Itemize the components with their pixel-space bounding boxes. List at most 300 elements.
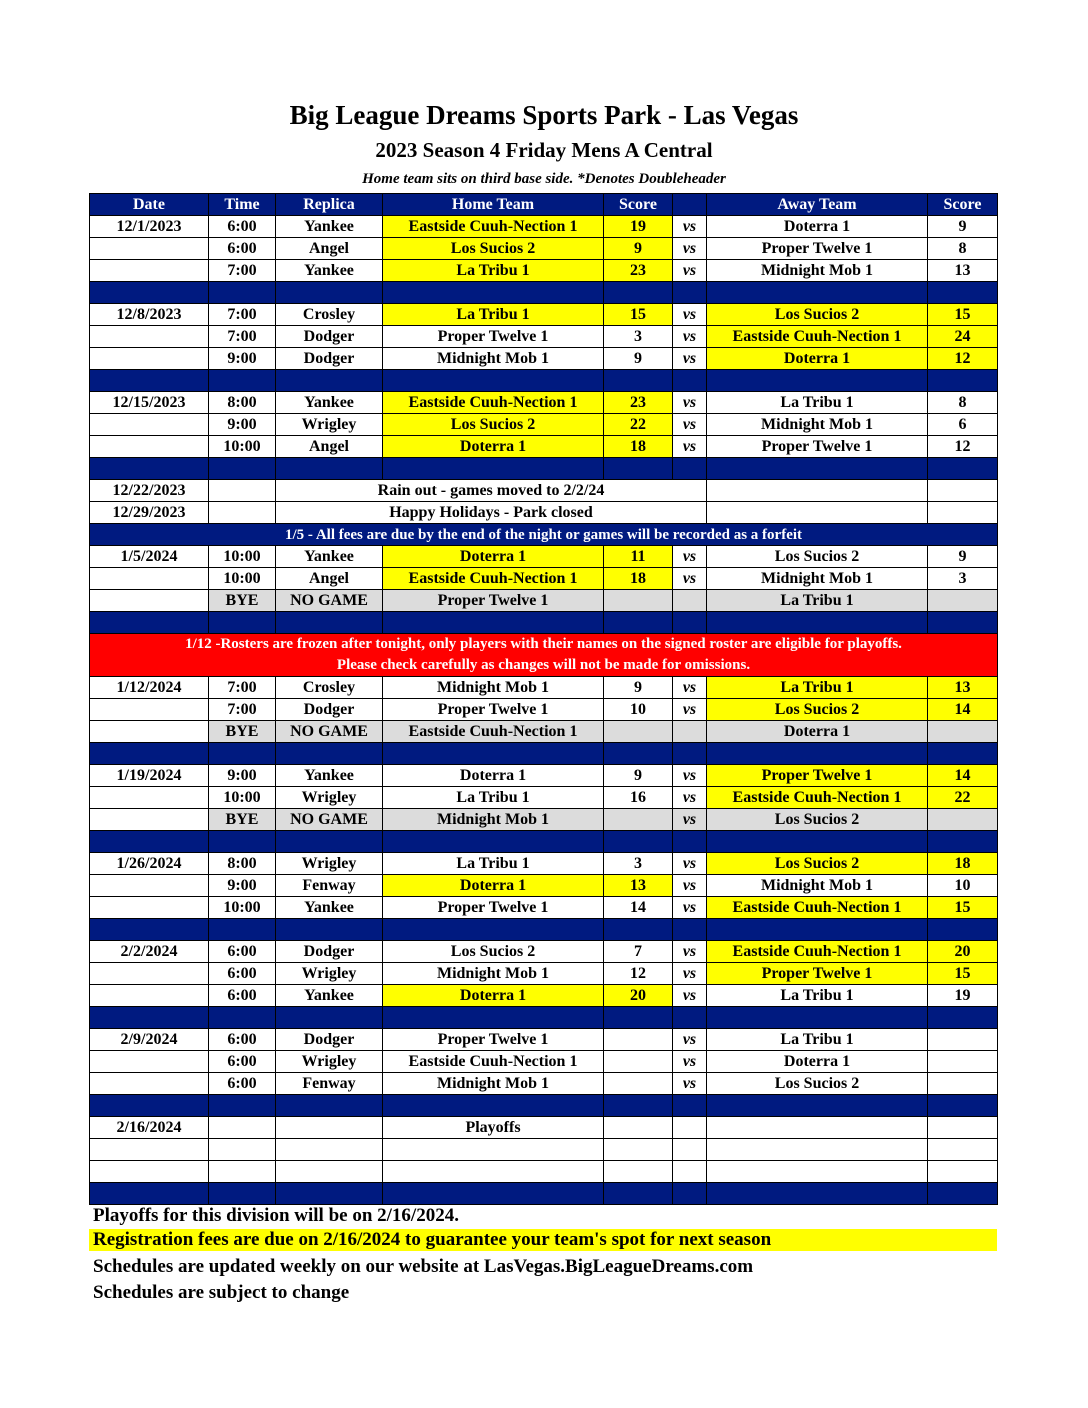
separator-cell	[928, 1007, 998, 1029]
game-time: 6:00	[209, 941, 276, 963]
blank-cell	[928, 1139, 998, 1161]
separator-cell	[928, 743, 998, 765]
separator-cell	[209, 1095, 276, 1117]
game-field: Crosley	[276, 304, 383, 326]
blank-cell	[673, 1161, 707, 1183]
home-score	[604, 1029, 673, 1051]
away-team: Proper Twelve 1	[707, 963, 928, 985]
page-title: Big League Dreams Sports Park - Las Vegas	[289, 100, 799, 130]
separator-cell	[707, 1007, 928, 1029]
schedule-note: Home team sits on third base side. *Denotes Doubleheader	[362, 171, 726, 187]
separator-cell	[383, 370, 604, 392]
playoffs-vs	[673, 1117, 707, 1139]
home-score: 11	[604, 546, 673, 568]
game-time: 7:00	[209, 677, 276, 699]
game-field: Yankee	[276, 260, 383, 282]
separator-cell	[90, 370, 209, 392]
away-team: Doterra 1	[707, 1051, 928, 1073]
separator-cell	[707, 458, 928, 480]
separator-cell	[707, 282, 928, 304]
separator-cell	[209, 919, 276, 941]
home-team: Proper Twelve 1	[383, 326, 604, 348]
separator-cell	[928, 458, 998, 480]
separator-cell	[90, 282, 209, 304]
vs-label: vs	[673, 326, 707, 348]
vs-label: vs	[673, 699, 707, 721]
game-time: 6:00	[209, 238, 276, 260]
game-row	[90, 260, 998, 282]
separator-cell	[604, 743, 673, 765]
header-replica: Replica	[276, 194, 383, 216]
game-row	[90, 963, 998, 985]
game-field: Yankee	[276, 392, 383, 414]
away-score: 24	[928, 326, 998, 348]
home-team: Doterra 1	[383, 765, 604, 787]
game-date	[90, 326, 209, 348]
roster-banner-line-1: 1/12 -Rosters are frozen after tonight, only players with their names on the signed roster are eligible for playoffs.	[185, 636, 902, 652]
footer-change-note: Schedules are subject to change	[93, 1282, 350, 1303]
vs-label: vs	[673, 392, 707, 414]
separator-cell	[707, 1095, 928, 1117]
separator-cell	[383, 458, 604, 480]
game-time: 6:00	[209, 1051, 276, 1073]
home-team: La Tribu 1	[383, 787, 604, 809]
separator-cell	[383, 282, 604, 304]
no-game-label: NO GAME	[276, 590, 383, 612]
game-field: Wrigley	[276, 414, 383, 436]
separator-cell	[209, 1183, 276, 1205]
game-time: 7:00	[209, 304, 276, 326]
away-team: Los Sucios 2	[707, 546, 928, 568]
away-score: 12	[928, 436, 998, 458]
home-score: 3	[604, 326, 673, 348]
game-time: 6:00	[209, 1073, 276, 1095]
away-team: La Tribu 1	[707, 677, 928, 699]
game-date	[90, 875, 209, 897]
game-time: 7:00	[209, 326, 276, 348]
vs-label: vs	[673, 1029, 707, 1051]
home-team: Eastside Cuuh-Nection 1	[383, 568, 604, 590]
home-score: 10	[604, 699, 673, 721]
blank-cell	[673, 1139, 707, 1161]
game-time: 10:00	[209, 787, 276, 809]
game-row	[90, 326, 998, 348]
playoffs-label: Playoffs	[383, 1117, 604, 1139]
vs-label: vs	[673, 985, 707, 1007]
game-row	[90, 238, 998, 260]
roster-banner-row	[90, 634, 998, 677]
game-date	[90, 963, 209, 985]
home-score: 15	[604, 304, 673, 326]
game-field: Fenway	[276, 875, 383, 897]
separator-cell	[90, 458, 209, 480]
header-date: Date	[90, 194, 209, 216]
home-team: Midnight Mob 1	[383, 963, 604, 985]
schedule-table	[89, 193, 998, 1205]
game-date	[90, 414, 209, 436]
away-team: Los Sucios 2	[707, 1073, 928, 1095]
away-team: La Tribu 1	[707, 1029, 928, 1051]
bye-home-team: Proper Twelve 1	[383, 590, 604, 612]
away-team: Doterra 1	[707, 348, 928, 370]
game-field: Wrigley	[276, 963, 383, 985]
game-field: Dodger	[276, 326, 383, 348]
game-date: 1/19/2024	[90, 765, 209, 787]
notice-date: 12/22/2023	[90, 480, 209, 502]
away-score: 12	[928, 348, 998, 370]
bye-away-team: Los Sucios 2	[707, 809, 928, 831]
home-score: 7	[604, 941, 673, 963]
game-field: Yankee	[276, 897, 383, 919]
home-team: Eastside Cuuh-Nection 1	[383, 1051, 604, 1073]
playoffs-hs	[604, 1117, 673, 1139]
game-date: 1/5/2024	[90, 546, 209, 568]
notice-row	[90, 502, 998, 524]
game-field: Yankee	[276, 765, 383, 787]
bye-date	[90, 809, 209, 831]
notice-time	[209, 480, 276, 502]
blank-cell	[276, 1139, 383, 1161]
separator-cell	[673, 919, 707, 941]
separator-cell	[707, 612, 928, 634]
page-subtitle: 2023 Season 4 Friday Mens A Central	[375, 138, 713, 162]
home-team: Midnight Mob 1	[383, 348, 604, 370]
separator-cell	[276, 1183, 383, 1205]
separator-cell	[209, 831, 276, 853]
bye-date	[90, 721, 209, 743]
away-score: 20	[928, 941, 998, 963]
away-team: Midnight Mob 1	[707, 260, 928, 282]
blank-cell	[604, 1139, 673, 1161]
bye-away-score	[928, 590, 998, 612]
game-field: Wrigley	[276, 1051, 383, 1073]
game-field: Angel	[276, 568, 383, 590]
blank-cell	[209, 1139, 276, 1161]
separator-cell	[928, 1095, 998, 1117]
game-field: Crosley	[276, 677, 383, 699]
home-score	[604, 1073, 673, 1095]
separator-cell	[209, 370, 276, 392]
notice-score	[928, 502, 998, 524]
game-time: 8:00	[209, 853, 276, 875]
away-score	[928, 1051, 998, 1073]
separator-cell	[707, 1183, 928, 1205]
home-team: Proper Twelve 1	[383, 897, 604, 919]
separator-cell	[673, 1095, 707, 1117]
game-row	[90, 677, 998, 699]
game-date	[90, 436, 209, 458]
vs-label: vs	[673, 787, 707, 809]
away-score: 22	[928, 787, 998, 809]
separator-cell	[604, 282, 673, 304]
home-team: Eastside Cuuh-Nection 1	[383, 392, 604, 414]
game-date	[90, 699, 209, 721]
game-row	[90, 392, 998, 414]
game-row	[90, 216, 998, 238]
blank-row	[90, 1139, 998, 1161]
away-team: Proper Twelve 1	[707, 436, 928, 458]
game-row	[90, 546, 998, 568]
game-row	[90, 568, 998, 590]
separator-cell	[928, 831, 998, 853]
separator-cell	[276, 1007, 383, 1029]
separator-cell	[383, 1007, 604, 1029]
bye-home-score	[604, 809, 673, 831]
footer-playoffs-note: Playoffs for this division will be on 2/16/2024.	[93, 1205, 459, 1226]
separator-cell	[673, 612, 707, 634]
game-row	[90, 875, 998, 897]
away-score: 13	[928, 260, 998, 282]
away-team: Eastside Cuuh-Nection 1	[707, 326, 928, 348]
game-time: 6:00	[209, 216, 276, 238]
game-row	[90, 304, 998, 326]
home-score	[604, 1051, 673, 1073]
separator-cell	[90, 1007, 209, 1029]
game-row	[90, 1073, 998, 1095]
separator-cell	[707, 831, 928, 853]
bye-label: BYE	[209, 721, 276, 743]
game-time: 6:00	[209, 1029, 276, 1051]
home-team: Los Sucios 2	[383, 941, 604, 963]
away-team: Los Sucios 2	[707, 853, 928, 875]
separator-cell	[673, 831, 707, 853]
game-date: 12/1/2023	[90, 216, 209, 238]
vs-label: vs	[673, 941, 707, 963]
roster-banner	[90, 634, 998, 677]
separator-cell	[604, 831, 673, 853]
separator-cell	[90, 831, 209, 853]
blank-cell	[90, 1161, 209, 1183]
game-date: 12/15/2023	[90, 392, 209, 414]
separator-cell	[604, 612, 673, 634]
home-team: Eastside Cuuh-Nection 1	[383, 216, 604, 238]
bye-vs	[673, 590, 707, 612]
playoffs-time	[209, 1117, 276, 1139]
game-field: Dodger	[276, 1029, 383, 1051]
game-date: 1/26/2024	[90, 853, 209, 875]
separator-cell	[604, 370, 673, 392]
notice-score	[928, 480, 998, 502]
home-team: Doterra 1	[383, 875, 604, 897]
home-score: 20	[604, 985, 673, 1007]
bye-row	[90, 590, 998, 612]
game-row	[90, 787, 998, 809]
game-row	[90, 1051, 998, 1073]
separator-cell	[928, 282, 998, 304]
game-time: 9:00	[209, 765, 276, 787]
playoffs-row	[90, 1117, 998, 1139]
game-date: 2/9/2024	[90, 1029, 209, 1051]
away-score: 8	[928, 392, 998, 414]
game-row	[90, 436, 998, 458]
game-time: 10:00	[209, 568, 276, 590]
game-row	[90, 985, 998, 1007]
separator-cell	[604, 458, 673, 480]
playoffs-field	[276, 1117, 383, 1139]
home-score: 16	[604, 787, 673, 809]
away-team: Midnight Mob 1	[707, 875, 928, 897]
away-team: La Tribu 1	[707, 985, 928, 1007]
game-date	[90, 897, 209, 919]
playoffs-away	[707, 1117, 928, 1139]
away-score: 9	[928, 546, 998, 568]
home-team: Los Sucios 2	[383, 414, 604, 436]
separator-cell	[209, 743, 276, 765]
game-row	[90, 1029, 998, 1051]
home-team: Midnight Mob 1	[383, 1073, 604, 1095]
separator-cell	[604, 1007, 673, 1029]
away-score: 6	[928, 414, 998, 436]
bye-date	[90, 590, 209, 612]
bye-label: BYE	[209, 809, 276, 831]
header-home-score: Score	[604, 194, 673, 216]
away-team: La Tribu 1	[707, 392, 928, 414]
home-score: 3	[604, 853, 673, 875]
vs-label: vs	[673, 260, 707, 282]
home-team: Proper Twelve 1	[383, 699, 604, 721]
separator-cell	[707, 370, 928, 392]
away-score: 15	[928, 963, 998, 985]
vs-label: vs	[673, 963, 707, 985]
away-team: Doterra 1	[707, 216, 928, 238]
week-separator-row	[90, 1095, 998, 1117]
game-date	[90, 1051, 209, 1073]
blank-cell	[209, 1161, 276, 1183]
home-score: 19	[604, 216, 673, 238]
game-field: Yankee	[276, 546, 383, 568]
game-time: 10:00	[209, 897, 276, 919]
game-field: Dodger	[276, 348, 383, 370]
away-score: 14	[928, 765, 998, 787]
away-team: Proper Twelve 1	[707, 765, 928, 787]
vs-label: vs	[673, 677, 707, 699]
vs-label: vs	[673, 238, 707, 260]
vs-label: vs	[673, 765, 707, 787]
game-field: Wrigley	[276, 787, 383, 809]
header-home-team: Home Team	[383, 194, 604, 216]
separator-cell	[707, 919, 928, 941]
vs-label: vs	[673, 1073, 707, 1095]
separator-cell	[383, 612, 604, 634]
game-row	[90, 765, 998, 787]
home-team: Los Sucios 2	[383, 238, 604, 260]
separator-cell	[604, 1095, 673, 1117]
home-team: La Tribu 1	[383, 304, 604, 326]
game-date	[90, 985, 209, 1007]
blank-cell	[383, 1139, 604, 1161]
vs-label: vs	[673, 546, 707, 568]
home-score: 18	[604, 436, 673, 458]
home-score: 9	[604, 765, 673, 787]
away-score: 8	[928, 238, 998, 260]
week-separator-row	[90, 743, 998, 765]
game-row	[90, 699, 998, 721]
separator-cell	[209, 458, 276, 480]
separator-cell	[928, 1183, 998, 1205]
footer-registration-note: Registration fees are due on 2/16/2024 to guarantee your team's spot for next season	[89, 1229, 997, 1251]
home-score: 23	[604, 392, 673, 414]
game-field: Yankee	[276, 216, 383, 238]
roster-banner-line-2: Please check carefully as changes will not be made for omissions.	[336, 657, 751, 673]
away-score	[928, 1029, 998, 1051]
separator-cell	[673, 370, 707, 392]
separator-cell	[276, 282, 383, 304]
game-time: 10:00	[209, 436, 276, 458]
separator-cell	[383, 831, 604, 853]
game-time: 10:00	[209, 546, 276, 568]
bye-home-score	[604, 721, 673, 743]
separator-cell	[673, 743, 707, 765]
separator-cell	[90, 612, 209, 634]
home-score: 23	[604, 260, 673, 282]
home-team: Doterra 1	[383, 436, 604, 458]
vs-label: vs	[673, 853, 707, 875]
notice-row	[90, 480, 998, 502]
blank-cell	[707, 1161, 928, 1183]
week-separator-row	[90, 612, 998, 634]
game-row	[90, 853, 998, 875]
game-time: 6:00	[209, 985, 276, 1007]
notice-date: 12/29/2023	[90, 502, 209, 524]
game-time: 9:00	[209, 414, 276, 436]
home-team: Doterra 1	[383, 546, 604, 568]
week-separator-row	[90, 370, 998, 392]
separator-cell	[383, 1095, 604, 1117]
game-field: Wrigley	[276, 853, 383, 875]
week-separator-row	[90, 1007, 998, 1029]
home-score: 12	[604, 963, 673, 985]
separator-cell	[673, 458, 707, 480]
separator-cell	[90, 1183, 209, 1205]
game-row	[90, 941, 998, 963]
separator-cell	[90, 743, 209, 765]
away-score: 19	[928, 985, 998, 1007]
vs-label: vs	[673, 897, 707, 919]
fees-banner-row	[90, 524, 998, 546]
header-time: Time	[209, 194, 276, 216]
home-score: 22	[604, 414, 673, 436]
home-team: Proper Twelve 1	[383, 1029, 604, 1051]
vs-label: vs	[673, 875, 707, 897]
game-row	[90, 414, 998, 436]
home-score: 9	[604, 348, 673, 370]
game-date	[90, 1073, 209, 1095]
away-team: Los Sucios 2	[707, 699, 928, 721]
away-team: Los Sucios 2	[707, 304, 928, 326]
table-header-row	[90, 194, 998, 216]
game-date: 12/8/2023	[90, 304, 209, 326]
game-date: 2/2/2024	[90, 941, 209, 963]
home-score: 13	[604, 875, 673, 897]
bye-home-team: Eastside Cuuh-Nection 1	[383, 721, 604, 743]
bye-away-team: Doterra 1	[707, 721, 928, 743]
home-score: 18	[604, 568, 673, 590]
away-team: Midnight Mob 1	[707, 568, 928, 590]
game-field: Yankee	[276, 985, 383, 1007]
separator-cell	[276, 370, 383, 392]
vs-label: vs	[673, 436, 707, 458]
blank-cell	[604, 1161, 673, 1183]
notice-time	[209, 502, 276, 524]
separator-cell	[928, 612, 998, 634]
game-row	[90, 897, 998, 919]
separator-cell	[707, 743, 928, 765]
away-team: Proper Twelve 1	[707, 238, 928, 260]
separator-cell	[209, 612, 276, 634]
blank-cell	[276, 1161, 383, 1183]
week-separator-row	[90, 831, 998, 853]
blank-row	[90, 1161, 998, 1183]
